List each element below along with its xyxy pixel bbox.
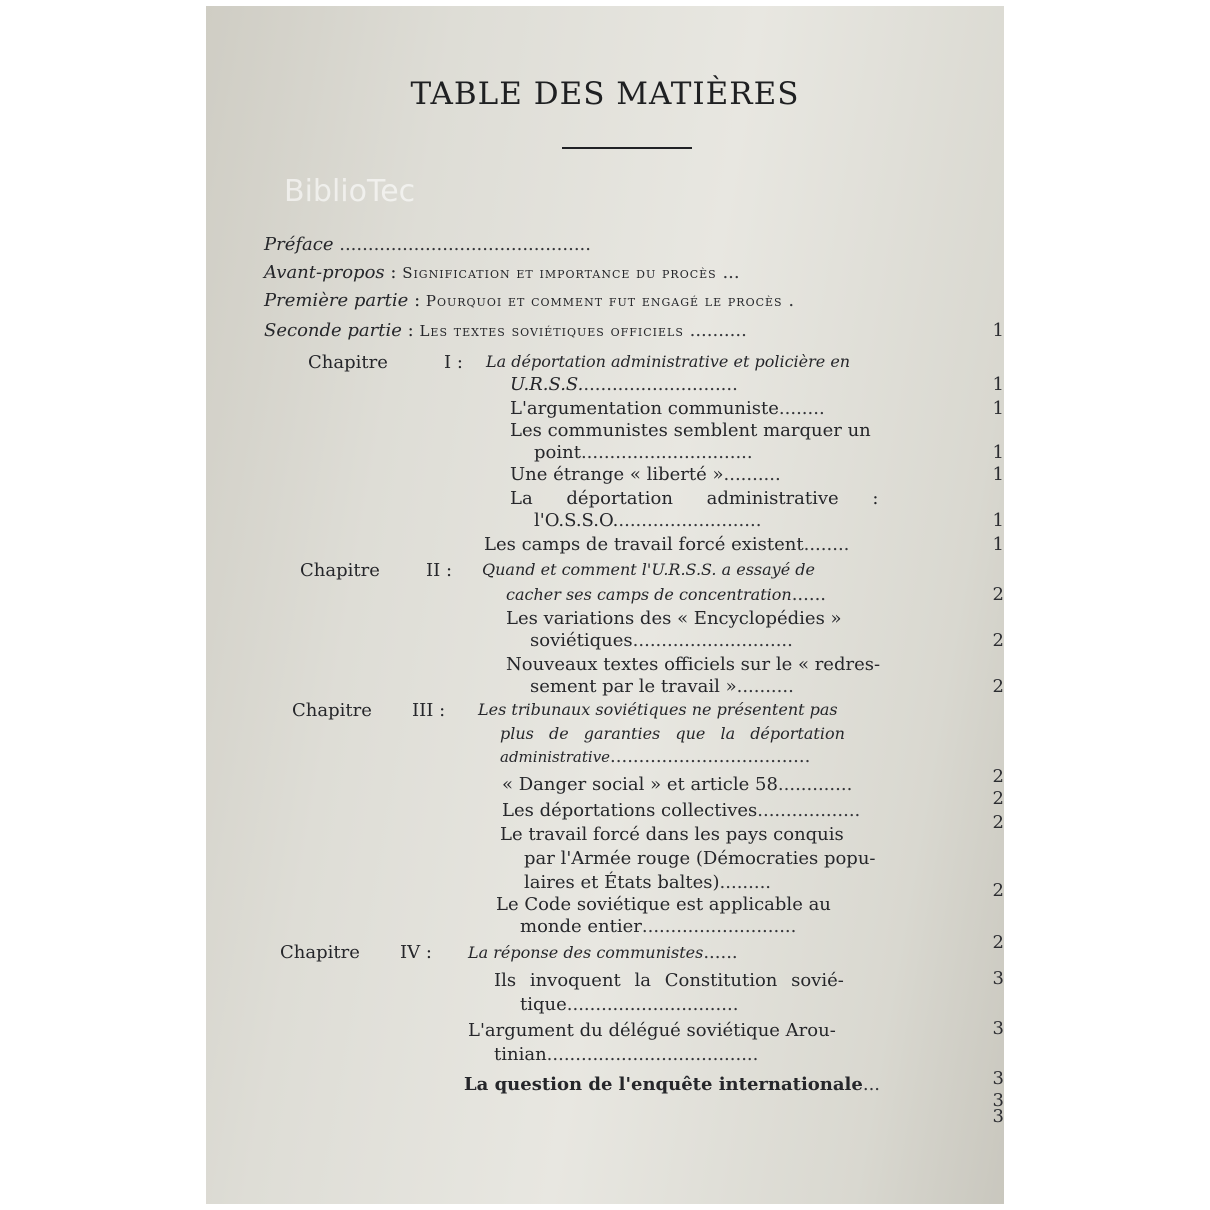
leader-dots: ..................................... bbox=[546, 1044, 759, 1065]
page-number: 1 bbox=[992, 534, 1004, 555]
chapter-number: I : bbox=[444, 352, 463, 373]
toc-text: Signification et importance du procès bbox=[402, 264, 717, 282]
toc-separator: : bbox=[414, 290, 421, 311]
toc-subentry-cont: sement par le travail ».......... bbox=[530, 676, 794, 697]
page-number: 2 bbox=[992, 880, 1004, 901]
toc-text: Pourquoi et comment fut engagé le procès bbox=[425, 292, 783, 310]
page-number: 1 bbox=[992, 374, 1004, 395]
toc-label: Préface bbox=[264, 234, 334, 255]
toc-subentry-cont: l'O.S.S.O.......................... bbox=[534, 510, 762, 531]
leader-dots: ............. bbox=[777, 774, 853, 795]
toc-entry-seconde-partie bbox=[264, 320, 747, 341]
page-number: 2 bbox=[992, 766, 1004, 787]
leader-dots: ............................................ bbox=[339, 234, 591, 255]
page-number: 3 bbox=[992, 1018, 1004, 1039]
chapter-title-line: plus de garanties que la déportation bbox=[500, 724, 845, 743]
leader-dots: ...... bbox=[703, 942, 738, 963]
toc-entry-avant-propos bbox=[264, 262, 740, 283]
leader-dots: ...... bbox=[791, 584, 827, 605]
toc-subentry: La question de l'enquête internationale... bbox=[464, 1074, 881, 1095]
title-divider bbox=[562, 147, 692, 149]
toc-subentry-cont: par l'Armée rouge (Démocraties popu- bbox=[524, 848, 876, 869]
toc-subentry: Le Code soviétique est applicable au bbox=[496, 894, 831, 915]
leader-dots: .............................. bbox=[580, 442, 753, 463]
leader-dots: . bbox=[788, 290, 795, 311]
leader-dots: .................. bbox=[757, 800, 861, 821]
toc-subentry: Une étrange « liberté ».......... bbox=[510, 464, 781, 485]
toc-subentry: La déportation administrative : bbox=[510, 488, 879, 509]
page-number: 3 bbox=[992, 1090, 1004, 1111]
leader-dots: ........ bbox=[803, 534, 850, 555]
toc-subentry: Les variations des « Encyclopédies » bbox=[506, 608, 842, 629]
page-number: 2 bbox=[992, 584, 1004, 605]
page-number: 3 bbox=[992, 1068, 1004, 1089]
page-number: 2 bbox=[992, 788, 1004, 809]
toc-separator: : bbox=[390, 262, 397, 283]
toc-subentry: Ils invoquent la Constitution sovié- bbox=[494, 970, 844, 991]
page-number: 3 bbox=[992, 968, 1004, 989]
leader-dots: .......... bbox=[689, 320, 747, 341]
chapter-number: II : bbox=[426, 560, 453, 581]
leader-dots: ................................... bbox=[610, 746, 811, 767]
chapter-title: Les tribunaux soviétiques ne présentent pas bbox=[478, 700, 838, 719]
toc-label: Seconde partie bbox=[264, 320, 402, 341]
toc-subentry: L'argumentation communiste........ bbox=[510, 398, 825, 419]
page-number: 1 bbox=[992, 510, 1004, 531]
page-number: 2 bbox=[992, 676, 1004, 697]
page-number: 2 bbox=[992, 630, 1004, 651]
page-title: TABLE DES MATIÈRES bbox=[410, 76, 800, 112]
leader-dots: ... bbox=[862, 1074, 881, 1095]
chapter-label: Chapitre bbox=[308, 352, 388, 373]
toc-text: Les textes soviétiques officiels bbox=[419, 322, 684, 340]
toc-subentry: « Danger social » et article 58............. bbox=[502, 774, 853, 795]
page-number: 2 bbox=[992, 812, 1004, 833]
toc-subentry-cont: laires et États baltes)......... bbox=[524, 872, 772, 893]
page-number: 1 bbox=[992, 398, 1004, 419]
leader-dots: .......... bbox=[736, 676, 794, 697]
toc-subentry-cont: tinian..................................... bbox=[494, 1044, 759, 1065]
leader-dots: ........................... bbox=[583, 374, 738, 395]
chapter-title: La déportation administrative et policière en bbox=[486, 352, 851, 371]
toc-label: Première partie bbox=[264, 290, 409, 311]
toc-subentry: Nouveaux textes officiels sur le « redres- bbox=[506, 654, 881, 675]
toc-subentry: Le travail forcé dans les pays conquis bbox=[500, 824, 844, 845]
page-number: 2 bbox=[992, 932, 1004, 953]
chapter-title-line: La réponse des communistes...... bbox=[468, 942, 738, 963]
page-number: 1 bbox=[992, 464, 1004, 485]
toc-subentry: Les déportations collectives.................. bbox=[502, 800, 861, 821]
chapter-label: Chapitre bbox=[280, 942, 360, 963]
chapter-title-line: U.R.S.S............................ bbox=[510, 374, 738, 395]
toc-entry-preface bbox=[264, 234, 591, 255]
watermark: BiblioTec bbox=[284, 174, 416, 209]
toc-subentry-cont: tique.............................. bbox=[520, 994, 739, 1015]
leader-dots: ........ bbox=[778, 398, 825, 419]
toc-subentry-cont: monde entier........................... bbox=[520, 916, 797, 937]
chapter-label: Chapitre bbox=[292, 700, 372, 721]
chapter-number: IV : bbox=[400, 942, 432, 963]
toc-subentry: Les camps de travail forcé existent........ bbox=[484, 534, 850, 555]
page-number: 1 bbox=[992, 320, 1004, 341]
chapter-number: III : bbox=[412, 700, 446, 721]
leader-dots: ............................ bbox=[632, 630, 793, 651]
page-number: 3 bbox=[992, 1106, 1004, 1127]
chapter-title: Quand et comment l'U.R.S.S. a essayé de bbox=[482, 560, 815, 579]
chapter-title-line: cacher ses camps de concentration...... bbox=[506, 584, 827, 605]
toc-subentry: L'argument du délégué soviétique Arou- bbox=[468, 1020, 836, 1041]
chapter-label: Chapitre bbox=[300, 560, 380, 581]
toc-separator: : bbox=[407, 320, 414, 341]
scanned-page bbox=[206, 6, 1004, 1204]
toc-subentry-cont: point.............................. bbox=[534, 442, 753, 463]
page-number: 1 bbox=[992, 442, 1004, 463]
toc-subentry-cont: soviétiques............................ bbox=[530, 630, 793, 651]
leader-dots: ......................... bbox=[618, 510, 762, 531]
toc-entry-premiere-partie bbox=[264, 290, 794, 311]
leader-dots: ... bbox=[722, 262, 740, 283]
chapter-title-line: administrative................................... bbox=[500, 746, 811, 767]
toc-label: Avant-propos bbox=[264, 262, 385, 283]
toc-subentry: Les communistes semblent marquer un bbox=[510, 420, 871, 441]
leader-dots: .......... bbox=[723, 464, 781, 485]
leader-dots: ........................... bbox=[641, 916, 797, 937]
leader-dots: ......... bbox=[719, 872, 772, 893]
leader-dots: .............................. bbox=[566, 994, 739, 1015]
